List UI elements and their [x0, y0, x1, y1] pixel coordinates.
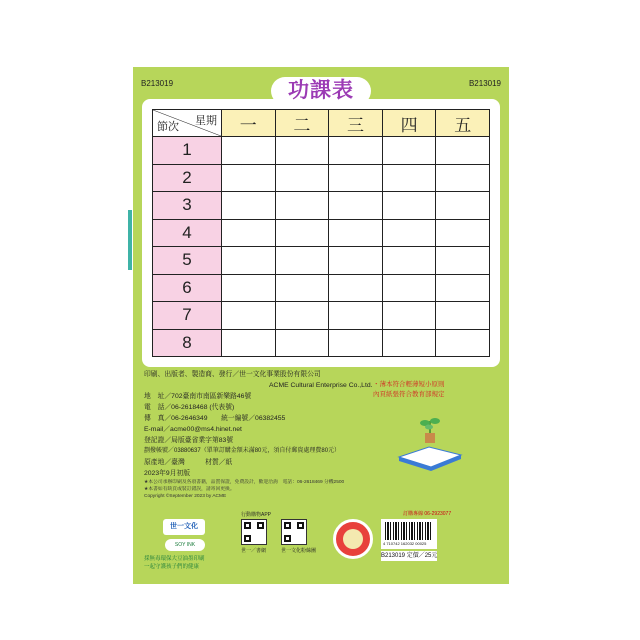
page-title: 功課表 — [288, 79, 354, 102]
schedule-cell — [436, 137, 490, 165]
publisher-english: ACME Cultural Enterprise Co.,Ltd. — [269, 382, 373, 389]
schedule-cell — [222, 164, 276, 192]
barcode-bars — [385, 522, 433, 540]
phone-line: 電 話／06-2618468 (代表號) — [144, 404, 235, 411]
schedule-cell — [222, 274, 276, 302]
copyright: Copyright ©September 2023 by ACME — [144, 494, 227, 499]
schedule-cell — [222, 302, 276, 330]
period-label: 5 — [153, 247, 222, 275]
schedule-cell — [275, 219, 329, 247]
schedule-cell — [382, 219, 436, 247]
publisher-info — [144, 369, 394, 500]
soy-ink-logo: SOY INK — [165, 539, 205, 551]
schedule-cell — [329, 329, 383, 357]
qr-label-shop: 世一／書網 — [241, 548, 267, 554]
period-label: 4 — [153, 219, 222, 247]
brand-logo: 世一文化 — [163, 519, 205, 535]
schedule-cell — [275, 302, 329, 330]
period-label: 6 — [153, 274, 222, 302]
schedule-cell — [436, 274, 490, 302]
schedule-panel — [142, 99, 500, 367]
day-header: 一 — [222, 110, 276, 137]
schedule-cell — [222, 219, 276, 247]
schedule-cell — [382, 274, 436, 302]
schedule-cell — [222, 192, 276, 220]
schedule-cell — [436, 302, 490, 330]
schedule-cell — [329, 247, 383, 275]
schedule-cell — [329, 219, 383, 247]
schedule-cell — [382, 247, 436, 275]
schedule-cell — [275, 274, 329, 302]
day-header: 五 — [436, 110, 490, 137]
schedule-cell — [436, 192, 490, 220]
schedule-cell — [275, 137, 329, 165]
eco-note: 採無毒環保大豆油墨印刷 一起守護孩子們的健康 — [144, 556, 205, 570]
publisher-line: 印刷、出版者、製造商、發行／世一文化事業股份有限公司 — [144, 371, 321, 378]
fax-line: 傳 真／06-2646349 統一編號／06382455 — [144, 415, 286, 422]
period-label: 7 — [153, 302, 222, 330]
address-line: 地 址／702臺南市南區新樂路46號 — [144, 393, 252, 400]
day-header: 二 — [275, 110, 329, 137]
fine-print: ★本書如有缺頁或裝訂錯誤，請寄回更換。 — [144, 487, 235, 492]
origin-line: 原產地／臺灣 材質／紙 — [144, 459, 233, 466]
period-label: 3 — [153, 192, 222, 220]
qr-label-fans: 世一文化粉絲團 — [281, 548, 317, 554]
schedule-cell — [436, 164, 490, 192]
note-line: ・薄本符合輕薄短小原則 — [373, 381, 445, 388]
schedule-cell — [382, 137, 436, 165]
schedule-cell — [329, 137, 383, 165]
registration-line: 登記證／局版臺省業字第83號 — [144, 437, 234, 444]
title-tab — [271, 77, 371, 105]
spine-edge — [128, 210, 132, 270]
schedule-cell — [275, 247, 329, 275]
schedule-cell — [222, 137, 276, 165]
day-header: 三 — [329, 110, 383, 137]
book-plant-illustration — [391, 417, 467, 477]
hotline: 訂購專線 06-2923077 — [403, 511, 452, 517]
fine-print: ★本公司承辦印刷及各項書籍，品質保證，免費設計，歡迎洽詢 電話：06-2618469 分機2500 — [144, 480, 345, 485]
app-label: 行動購物APP — [241, 512, 272, 518]
price-label: B213019 定價／25元 — [381, 553, 438, 559]
schedule-cell — [275, 329, 329, 357]
corner-cell — [153, 110, 222, 137]
apple-mascot-icon — [333, 519, 373, 559]
qr-code-fanpage[interactable] — [281, 519, 307, 545]
account-line: 劃撥帳號／03880637（單筆訂購金額未滿80元，須自付郵資處理費80元） — [144, 448, 341, 454]
schedule-cell — [382, 329, 436, 357]
day-header: 四 — [382, 110, 436, 137]
schedule-cell — [436, 247, 490, 275]
schedule-cell — [329, 192, 383, 220]
period-label: 1 — [153, 137, 222, 165]
schedule-cell — [275, 192, 329, 220]
note-line: 內頁紙張符合教育部規定 — [373, 391, 445, 398]
notebook-cover — [133, 67, 509, 584]
schedule-cell — [382, 164, 436, 192]
email-line: E-mail／acme00@ms4.hinet.net — [144, 426, 242, 433]
period-label: 2 — [153, 164, 222, 192]
schedule-cell — [436, 219, 490, 247]
schedule-cell — [222, 329, 276, 357]
book-code-left: B213019 — [141, 79, 174, 88]
paper-notes — [373, 380, 445, 400]
schedule-cell — [436, 329, 490, 357]
schedule-cell — [329, 164, 383, 192]
corner-label-period: 節次 — [157, 121, 179, 133]
schedule-cell — [382, 192, 436, 220]
qr-code-app[interactable] — [241, 519, 267, 545]
edition-line: 2023年9月初版 — [144, 470, 191, 477]
schedule-cell — [382, 302, 436, 330]
schedule-table — [152, 109, 490, 357]
schedule-cell — [222, 247, 276, 275]
schedule-cell — [275, 164, 329, 192]
corner-label-weekday: 星期 — [195, 115, 217, 127]
period-label: 8 — [153, 329, 222, 357]
schedule-cell — [329, 274, 383, 302]
barcode — [381, 519, 437, 549]
schedule-cell — [329, 302, 383, 330]
barcode-number: 4 710742 162032 00025 — [383, 541, 427, 546]
book-code-right: B213019 — [468, 79, 501, 88]
